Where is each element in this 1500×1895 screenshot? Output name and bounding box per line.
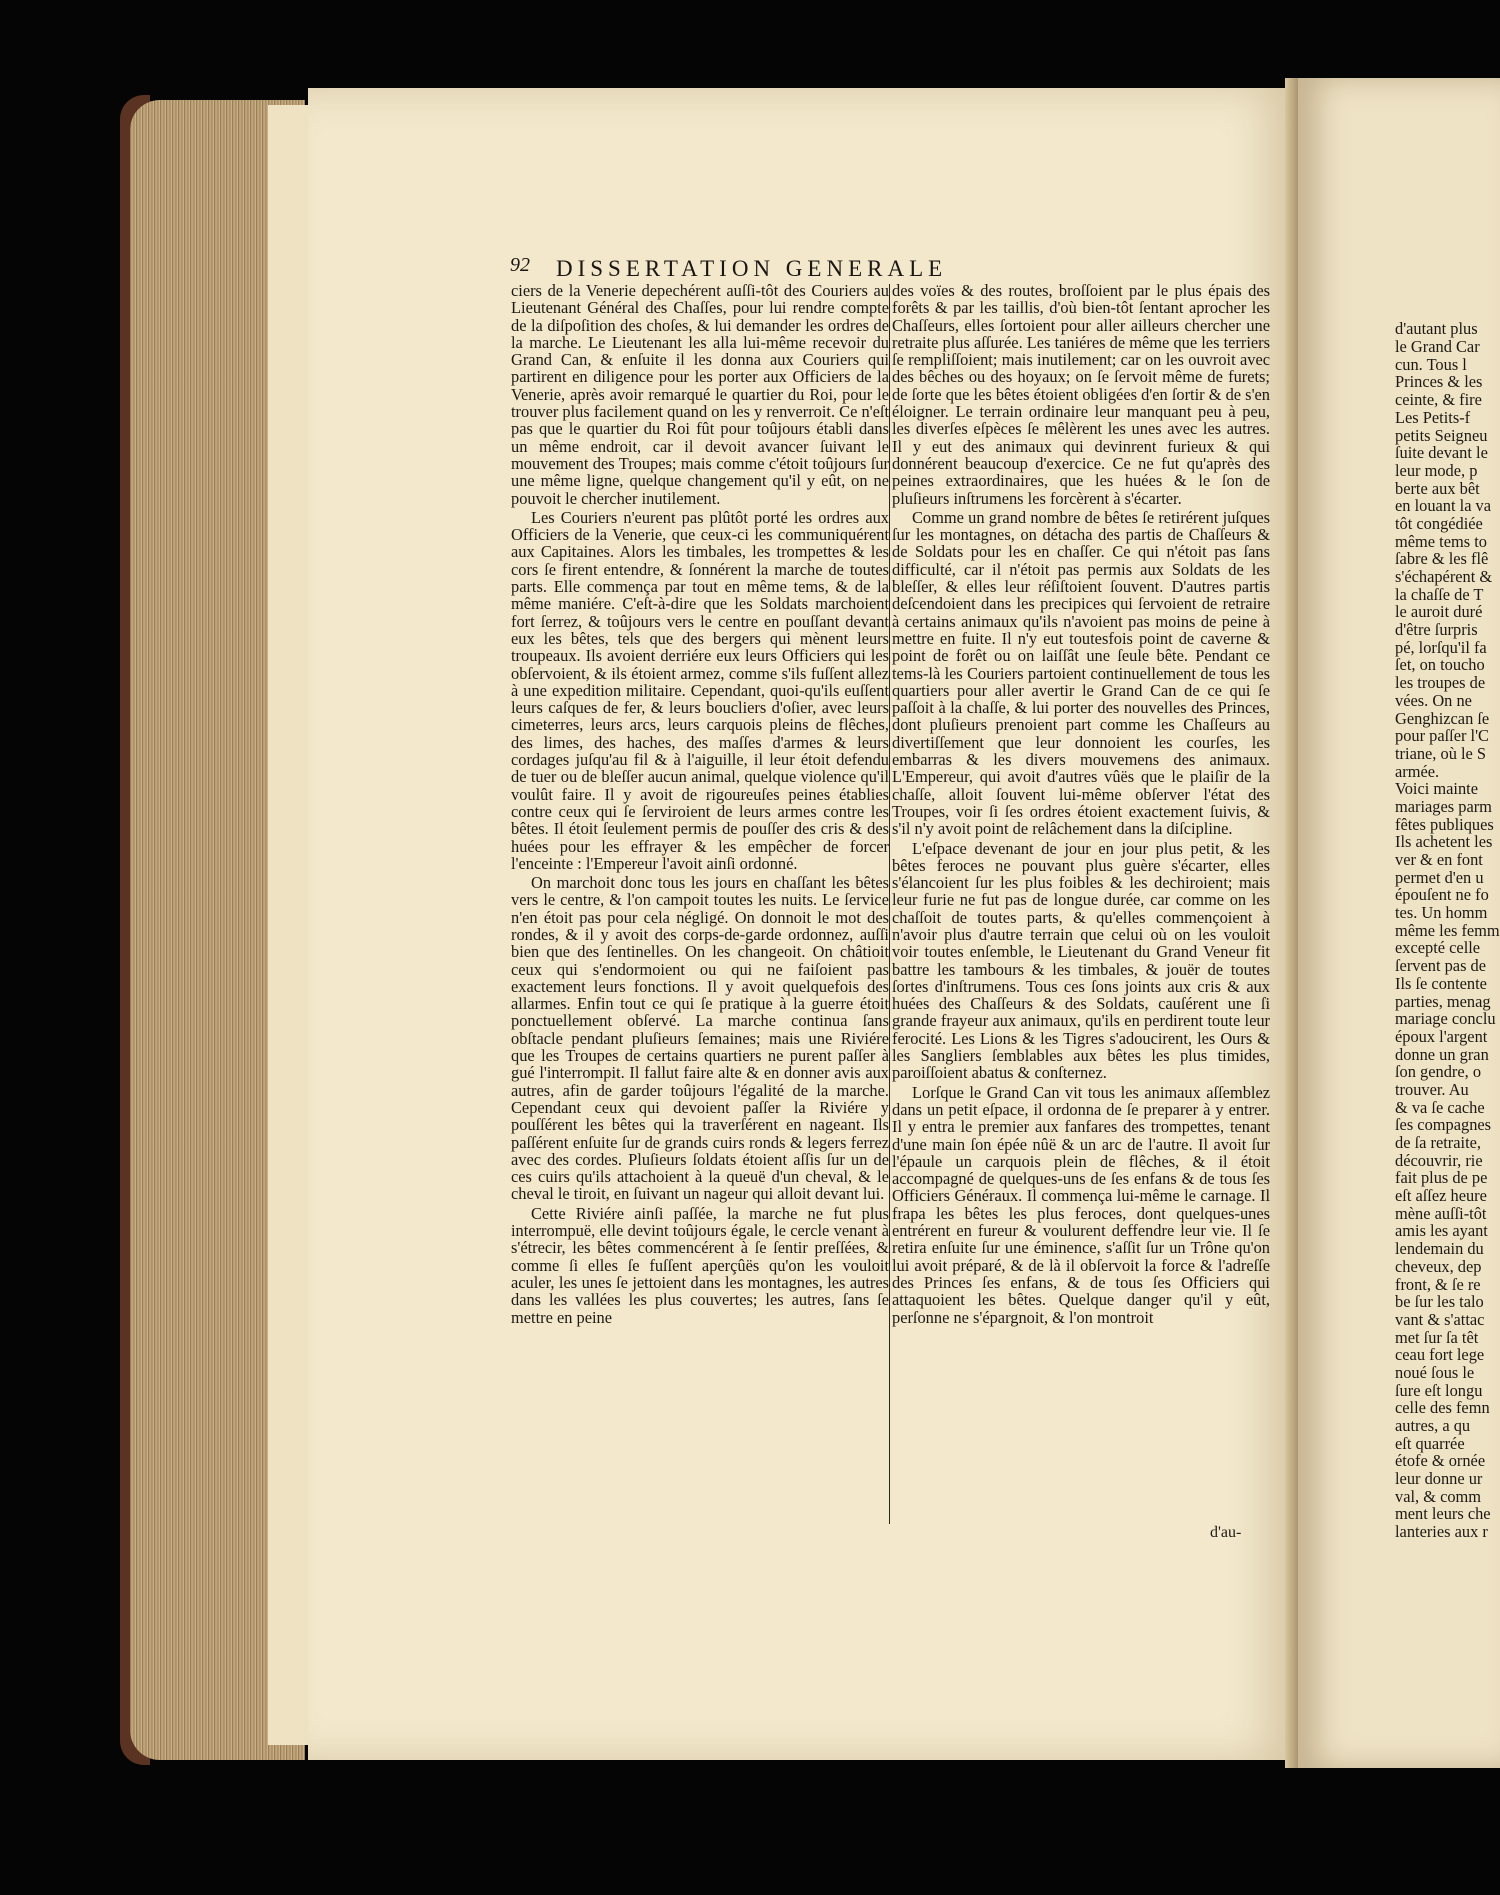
facing-page-line: ceinte, & fire (1395, 390, 1482, 410)
facing-page-line: d'autant plus (1395, 319, 1478, 339)
facing-page-line (1395, 285, 1500, 303)
facing-page-line: même tems to (1395, 531, 1487, 551)
facing-page-line: époux l'argent (1395, 1026, 1488, 1046)
running-head (556, 256, 1296, 282)
page-inner-strip (268, 105, 312, 1745)
facing-page-line: noué ſous le (1395, 1362, 1475, 1382)
facing-page-line: Ils achetent les (1395, 832, 1493, 852)
catchword: d'au- (1210, 1524, 1242, 1541)
facing-page-line: fait plus de pe (1395, 1168, 1488, 1188)
paragraph: Lorſque le Grand Can vit tous les animaux aſſemblez dans un petit eſpace, il ordonna de ſe preparer à y entrer. Il y entra le premier aux fanfares des trompettes, tenant d'une main ſon épée nûë & un arc de l'autre. Il avoit ſur l'épaule un carquois plein de flêches, & il étoit accompagné de quelques-uns de ſes enfans & de tous ſes Officiers Généraux. Il commença lui-même le carnage. Il frapa les bêtes les plus feroces, dont quelques-unes entrérent en fureur & voulurent deffendre leur vie. Il ſe retira enſuite ſur une éminence, s'aſſit ſur un Trône qu'on lui avoit préparé, & de là il obſervoit la force & l'adreſſe des Princes ſes enfans, & de tous ſes Officiers qui attaquoient les bêtes. Quelque danger qu'il y eût, perſonne ne s'épargnoit, & l'on montroit (892, 1082, 1270, 1327)
facing-page-line: épouſent ne fo (1395, 885, 1489, 905)
facing-page-line: parties, menag (1395, 991, 1491, 1011)
facing-page-line: ſervent pas de (1395, 956, 1487, 976)
facing-page-line: tôt congédiée (1395, 513, 1483, 533)
facing-page-line: mariages parm (1395, 796, 1492, 816)
facing-page-line: lanteries aux r (1395, 1522, 1488, 1541)
facing-page-line: pé, lorſqu'il fa (1395, 637, 1487, 657)
facing-page-line: cheveux, dep (1395, 1256, 1482, 1276)
facing-page-line: met ſur ſa têt (1395, 1327, 1479, 1347)
facing-page-line: ſabre & les flê (1395, 549, 1489, 569)
page-number: 92 (510, 254, 530, 276)
facing-page-line (1395, 303, 1500, 321)
facing-page-line: leur donne ur (1395, 1469, 1483, 1489)
facing-page-line: trouver. Au (1395, 1079, 1469, 1099)
facing-page-line: découvrir, rie (1395, 1150, 1483, 1170)
facing-page-line: armée. (1395, 761, 1440, 781)
facing-page-line: les troupes de (1395, 673, 1486, 693)
facing-page-line: ſuite devant le (1395, 443, 1488, 463)
facing-page-line: ſet, on toucho (1395, 655, 1485, 675)
facing-page-line: permet d'en u (1395, 867, 1484, 887)
facing-page-line: eſt aſſez heure (1395, 1186, 1487, 1206)
paragraph: L'eſpace devenant de jour en jour plus petit, & les bêtes feroces ne pouvant plus guère s'écarter, elles s'élancoient ſur les plus foibles & les dechiroient; mais leur furie ne fut pas de longue durée, car comme on les chaſſoit de toutes parts, & qu'elles commençoient à n'avoir plus d'autre terrain que celui où on les vouloit voir toutes enſemble, le Lieutenant du Grand Veneur fit battre les tambours & les timbales, & jouër de toutes ſortes d'inſtrumens. Tous ces ſons joints aux cris & aux huées des Chaſſeurs & des Soldats, cauſérent une ſi grande frayeur aux animaux, qu'ils en perdirent toute leur ferocité. Les Lions & les Tigres s'adoucirent, les Ours & les Sangliers ſemblables aux bêtes les plus timides, paroiſſoient abatus & conſternez. (892, 838, 1270, 1083)
paragraph: Cette Riviére ainſi paſſée, la marche ne fut plus interrompuë, elle devint toûjours égale, le cercle venant à s'étrecir, les bêtes commencérent à ſe ſentir preſſées, & comme ſi elles ſe fuſſent aperçûës qu'on les vouloit aculer, les unes ſe jettoient dans les montagnes, les autres dans les vallées les plus couvertes; les autres, ſans ſe mettre en peine (511, 1203, 889, 1327)
facing-page-line: de ſa retraite, (1395, 1133, 1481, 1152)
text-column-left (511, 282, 889, 1328)
facing-page-line: petits Seigneu (1395, 425, 1488, 445)
paragraph: On marchoit donc tous les jours en chaſſant les bêtes vers le centre, & l'on campoit toutes les nuits. Le ſervice n'en étoit pas pour cela négligé. On donnoit le mot des rondes, & il y avoit des corps-de-garde ordonnez, auſſi bien que des ſentinelles. On les changeoit. On châtioit ceux qui s'endormoient ou qui ne faiſoient pas exactement leurs fonctions. Il y avoit quelquefois des allarmes. Enfin tout ce qui ſe pratique à la guerre étoit ponctuellement obſervé. La marche continua ſans obſtacle pendant pluſieurs ſemaines; mais une Riviére que les Troupes de certains quartiers ne purent paſſer à gué l'interrompit. Il fallut faire alte & en donner avis aux autres, afin de garder toûjours l'égalité de la marche. Cependant ceux qui devoient paſſer la Riviére y pouſſérent les bêtes qui la traverſérent en nageant. Ils paſſérent enſuite ſur de grands cuirs ronds & legers ferrez avec des cordes. Pluſieurs ſoldats étoient aſſis ſur un de ces cuirs qu'ils attachoient à la queuë d'un cheval, & le cheval le tiroit, en ſuivant un nageur qui alloit devant lui. (511, 873, 889, 1204)
paragraph: ciers de la Venerie depechérent auſſi-tôt des Couriers au Lieutenant Général des Chaſſes, pour lui rendre compte de la diſpoſition des choſes, & lui demander les ordres de la marche. Le Lieutenant les alla lui-même recevoir du Grand Can, & enſuite il les donna aux Couriers qui partirent en diligence pour les porter aux Officiers de la Venerie, après avoir remarqué le quartier du Roi, pour le trouver plus facilement quand on les y renverroit. Ce n'eſt pas que le quartier du Roi fût pour toûjours établi dans un même endroit, car il devoit avancer ſuivant le mouvement des Troupes; mais comme c'étoit toûjours ſur une même ligne, quelque changement qu'il y eût, on ne pouvoit le chercher inutilement. (511, 281, 890, 508)
facing-page-line: ſure eſt longu (1395, 1380, 1483, 1400)
facing-page-line: berte aux bêt (1395, 478, 1480, 498)
facing-page-line: Voici mainte (1395, 779, 1479, 799)
facing-page-line: celle des femn (1395, 1398, 1490, 1418)
facing-page-line: val, & comm (1395, 1486, 1482, 1506)
facing-page-line: ver & en font (1395, 850, 1483, 869)
facing-page-line: triane, où le S (1395, 743, 1487, 763)
facing-page-line: & va ſe cache (1395, 1097, 1485, 1117)
facing-page-line: s'échapérent & (1395, 567, 1493, 586)
facing-page-line: front, & ſe re (1395, 1274, 1481, 1294)
facing-page-line: d'être ſurpris (1395, 620, 1478, 640)
facing-page-line: ment leurs che (1395, 1504, 1491, 1524)
facing-page-line: en louant la va (1395, 496, 1492, 516)
facing-page-line: lendemain du (1395, 1239, 1484, 1259)
facing-page-line: pour paſſer l'C (1395, 726, 1489, 746)
facing-page-line: étofe & ornée (1395, 1451, 1486, 1471)
running-head-text: DISSERTATION GENERALE (556, 256, 948, 281)
facing-page-line: cun. Tous l (1395, 354, 1467, 374)
facing-page-line: vées. On ne (1395, 690, 1472, 710)
facing-page-line: ceau fort lege (1395, 1345, 1485, 1365)
paragraph: Les Couriers n'eurent pas plûtôt porté les ordres aux Officiers de la Venerie, que ceux-ci les communiquérent aux Capitaines. Alors les timbales, les trompettes & les cors ſe firent entendre, & ſonnérent la marche de toutes parts. Elle commença par tout en même tems, & de la même maniére. C'eſt-à-dire que les Soldats marchoient fort ſerrez, & toûjours vers le centre en pouſſant devant eux les bêtes, tels que des bergers qui mènent leurs troupeaux. Ils avoient derriére eux leurs Officiers qui les obſervoient, & ils étoient armez, comme s'ils fuſſent allez à une expedition militaire. Cependant, quoi-qu'ils euſſent leurs caſques de fer, & leurs boucliers d'oſier, avec leurs cimeterres, leurs arcs, leurs carquois pleins de flêches, des limes, des haches, des maſſes d'armes & leurs cordages juſqu'au fil & à l'aiguille, il leur étoit defendu de tuer ou de bleſſer aucun animal, quelque violence qu'il voulût faire. Il y avoit de rigoureuſes peines établies contre ceux qui ſe ſerviroient de leurs armes contre les bêtes. Il étoit ſeulement permis de pouſſer des cris & des huées pour les effrayer & les empêcher de forcer l'enceinte : l'Empereur l'avoit ainſi ordonné. (511, 507, 889, 873)
facing-page-line: excepté celle (1395, 938, 1481, 958)
facing-page-line: ſes compagnes (1395, 1115, 1492, 1135)
facing-page-text (1395, 285, 1500, 1541)
facing-page-line: Princes & les (1395, 372, 1483, 392)
facing-page-line: autres, a qu (1395, 1416, 1471, 1435)
facing-page-line: Les Petits-f (1395, 407, 1471, 427)
facing-page-line: eſt quarrée (1395, 1433, 1465, 1453)
facing-page-line: Ils ſe contente (1395, 973, 1487, 993)
facing-page-line: amis les ayant (1395, 1221, 1488, 1241)
text-column-right (892, 282, 1270, 1328)
facing-page-line: même les femm (1395, 920, 1500, 940)
paragraph: des voïes & des routes, broſſoient par le plus épais des forêts & par les taillis, d'où bien-tôt ſentant aprocher les Chaſſeurs, elles ſortoient pour aller ailleurs chercher une retraite plus aſſurée. Les taniéres de même que les terriers ſe rempliſſoient; mais inutilement; car on les ouvroit avec des bêches ou des hoyaux; on ſe ſervoit même de furets; de ſorte que les bêtes étoient obligées d'en ſortir & de s'en éloigner. Le terrain ordinaire leur manquant peu à peu, les diverſes eſpèces ſe mêlèrent les unes avec les autres. Il y eut des animaux qui devinrent furieux & qui donnérent beaucoup d'exercice. Ce ne fut qu'après des peines extraordinaires, que les huées & le ſon de pluſieurs inſtrumens les forcèrent à s'écarter. (892, 281, 1270, 508)
facing-page-line: vant & s'attac (1395, 1309, 1485, 1329)
facing-page-line: le Grand Car (1395, 337, 1480, 357)
facing-page-line: Genghizcan ſe (1395, 708, 1490, 728)
column-rule (889, 284, 890, 1524)
facing-page-line: le auroit duré (1395, 602, 1483, 622)
facing-page-line: tes. Un homm (1395, 903, 1488, 923)
facing-page-line: ſon gendre, o (1395, 1062, 1482, 1082)
paragraph: Comme un grand nombre de bêtes ſe retirérent juſques ſur les montagnes, on détacha des partis de Chaſſeurs & de Soldats pour les en chaſſer. Ce qui n'étoit pas ſans difficulté, car il n'étoit pas permis aux Soldats de les bleſſer, & elles leur réſiſtoient ſouvent. D'autres partis deſcendoient dans les precipices qui ſervoient de retraire à certains animaux qu'ils n'avoient pas moins de peine à mettre en fuite. Il n'y eut toutesfois point de caverne & point de forêt ou on laiſſât une ſeule bête. Pendant ce tems-là les Couriers partoient continuellement de tous les quartiers pour aller avertir le Grand Can de ce qui ſe paſſoit à la chaſſe, & lui porter des nouvelles des Princes, dont pluſieurs prenoient part comme les Chaſſeurs au divertiſſement que leur donnoient les courſes, les embarras & les divers mouvemens des animaux. L'Empereur, qui avoit d'autres vûës que le plaiſir de la chaſſe, alloit ſouvent lui-même obſerver l'état des Troupes, voir ſi ſes ordres étoient exactement ſuivis, & s'il n'y avoit point de relâchement dans la diſcipline. (892, 507, 1270, 839)
facing-page-line: leur mode, p (1395, 460, 1478, 480)
facing-page-line: mariage conclu (1395, 1009, 1496, 1029)
facing-page-line: donne un gran (1395, 1044, 1489, 1064)
facing-page-line: mène auſſi-tôt (1395, 1203, 1487, 1223)
facing-page-line: la chaſſe de T (1395, 584, 1484, 604)
facing-page-line: be ſur les talo (1395, 1292, 1484, 1312)
facing-page-line: fêtes publiques (1395, 814, 1494, 834)
